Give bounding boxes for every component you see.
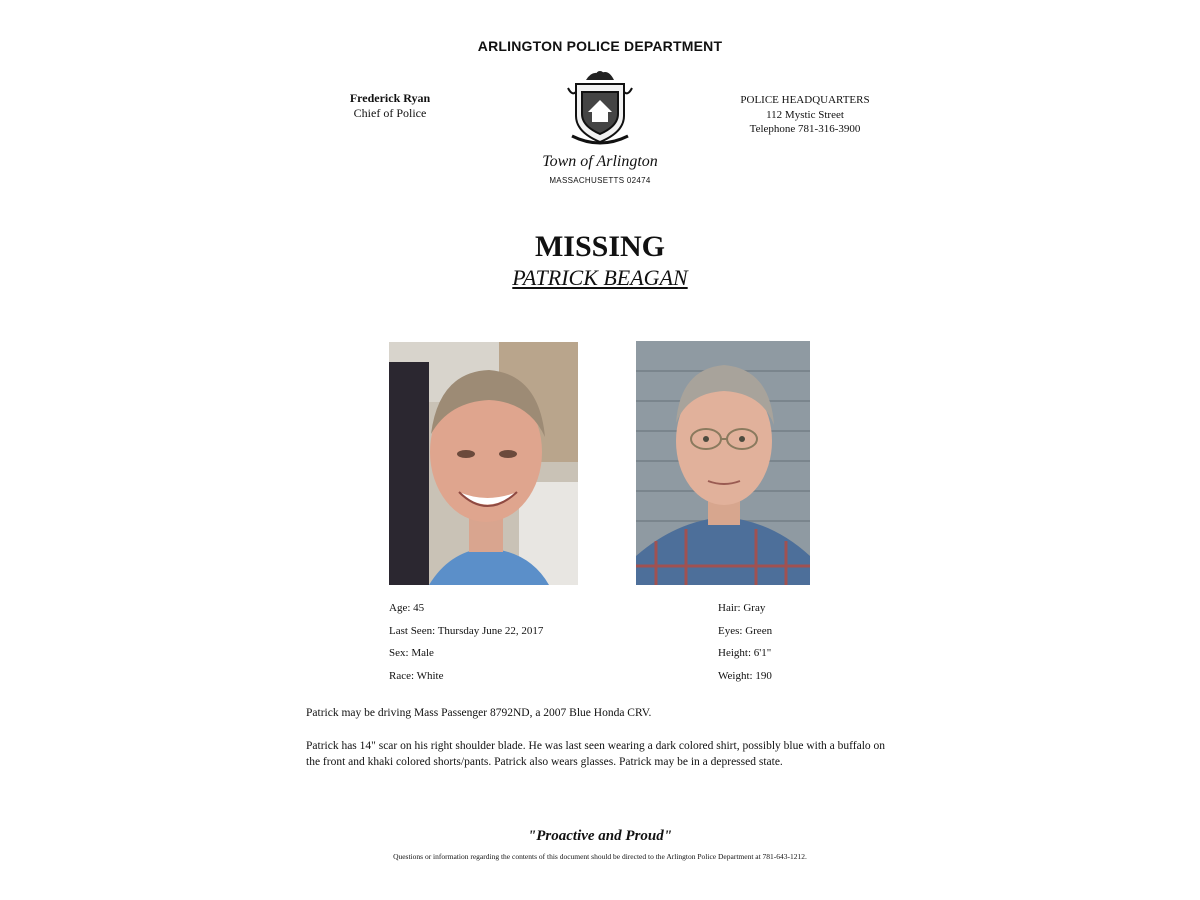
hq-address: 112 Mystic Street [766, 108, 844, 121]
details-left [389, 597, 649, 687]
detail-last-seen: Last Seen: Thursday June 22, 2017 [389, 624, 544, 637]
person-name [0, 265, 1200, 291]
chief-block [320, 91, 460, 121]
detail-age: Age: 45 [389, 602, 425, 614]
detail-weight: Weight: 190 [718, 669, 772, 682]
chief-title: Chief of Police [353, 106, 427, 120]
hq-title: POLICE HEADQUARTERS [740, 94, 870, 106]
vehicle-paragraph: Patrick may be driving Mass Passenger 8792ND, a 2007 Blue Honda CRV. [306, 707, 652, 719]
detail-race: Race: White [389, 669, 444, 682]
missing-heading: MISSING [534, 230, 666, 263]
motto: "Proactive and Proud" [527, 828, 673, 844]
hq-phone: Telephone 781-316-3900 [749, 123, 861, 135]
headquarters-block [720, 93, 890, 137]
person-photo-smiling-icon [389, 342, 578, 585]
department-title: ARLINGTON POLICE DEPARTMENT [477, 38, 723, 54]
details-right [718, 597, 878, 687]
detail-sex: Sex: Male [389, 647, 434, 659]
chief-name: Frederick Ryan [349, 91, 431, 105]
description-paragraph: Patrick has 14" scar on his right shoulder blade. He was last seen wearing a dark colored shirt, possibly blue with a buffalo on the front and khaki colored shorts/pants. Patrick also wears glasses. Patrick may be in a depressed state. [306, 740, 886, 768]
detail-eyes: Eyes: Green [718, 624, 773, 637]
detail-hair: Hair: Gray [718, 602, 766, 614]
detail-height: Height: 6'1" [718, 647, 772, 659]
town-seal-icon [562, 66, 638, 146]
contact-footer: Questions or information regarding the contents of this document should be directed to the Arlington Police Department at 781-643-1212. [393, 852, 807, 861]
state-zip: MASSACHUSETTS 02474 [549, 176, 651, 185]
town-name: Town of Arlington [542, 153, 658, 170]
person-name-text: PATRICK BEAGAN [512, 265, 688, 290]
person-photo-glasses-icon [636, 341, 810, 585]
